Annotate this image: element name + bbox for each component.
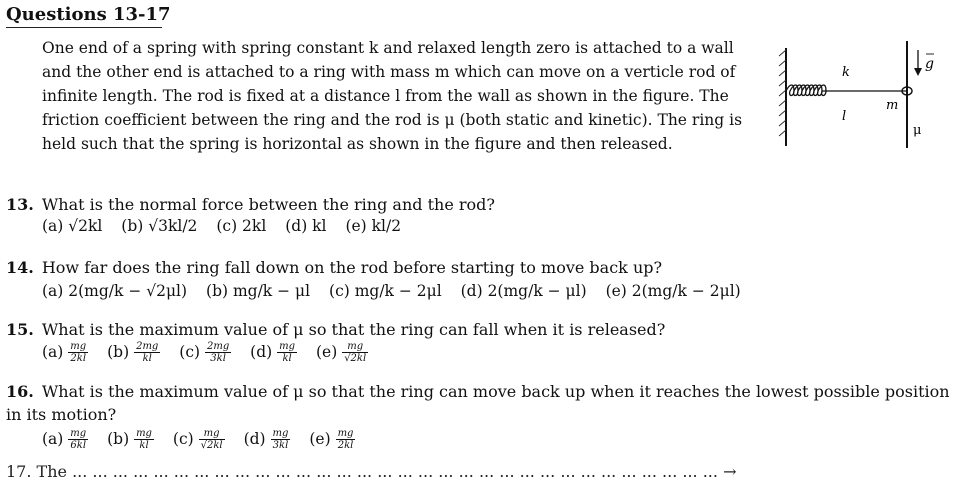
option-a[interactable] — [42, 428, 88, 451]
question-15-options — [42, 341, 382, 364]
fraction: $\frac{mg}{√2kl}$ — [200, 428, 223, 451]
option-label: (e) — [309, 429, 331, 448]
option-d[interactable]: (d) 2(mg/k − μl) — [460, 282, 587, 300]
fraction: $\frac{2mg}{kl}$ — [136, 341, 159, 364]
option-d[interactable]: (d) kl — [285, 217, 327, 235]
question-13-options — [42, 217, 415, 235]
fraction: $\frac{2mg}{3kl}$ — [206, 341, 230, 364]
question-15 — [6, 320, 665, 339]
question-16 — [6, 380, 956, 426]
option-label: (d) — [243, 429, 266, 448]
option-a[interactable]: (a) 2(mg/k − √2μl) — [42, 282, 188, 300]
option-e[interactable] — [309, 428, 355, 451]
option-c[interactable]: (c) mg/k − 2μl — [329, 282, 442, 300]
option-label: (b) — [107, 342, 130, 361]
question-text: What is the normal force between the ring and the rod? — [41, 195, 495, 214]
spring-coil — [786, 85, 906, 96]
fraction: $\frac{mg}{6kl}$ — [70, 428, 87, 451]
option-label: (c) — [179, 342, 201, 361]
fraction: $\frac{mg}{2kl}$ — [70, 341, 87, 364]
label-m: m — [886, 98, 899, 113]
page-title: Questions 13-17 — [6, 4, 162, 28]
fraction: $\frac{mg}{kl}$ — [279, 341, 296, 364]
question-number: 16. — [6, 382, 34, 401]
option-b[interactable]: (b) √3kl/2 — [121, 217, 198, 235]
option-label: (a) — [42, 429, 64, 448]
gravity-arrow-head — [914, 68, 922, 76]
question-14 — [6, 258, 662, 277]
option-b[interactable] — [107, 341, 160, 364]
question-text: What is the maximum value of μ so that the ring can move back up when it reaches the lowest possible position in its motion? — [6, 382, 950, 424]
question-number: 14. — [6, 258, 34, 277]
question-14-options — [42, 282, 755, 300]
fraction: $\frac{mg}{3kl}$ — [272, 428, 289, 451]
label-l: l — [842, 109, 847, 124]
fraction: $\frac{mg}{√2kl}$ — [344, 341, 367, 364]
option-d[interactable] — [250, 341, 297, 364]
intro-paragraph: One end of a spring with spring constant k and relaxed length zero is attached to a wall and the other end is attached to a ring with mass m which can move on a verticle rod of infinite length. The rod is fixed at a distance l from the wall as shown in the figure. The friction coefficient between the ring and the rod is μ (both static and kinetic). The ring is held such that the spring is horizontal as shown in the figure and then released. — [42, 39, 743, 153]
option-c[interactable] — [172, 428, 225, 451]
option-b[interactable]: (b) mg/k − μl — [206, 282, 311, 300]
question-text: How far does the ring fall down on the rod before starting to move back up? — [41, 258, 663, 277]
option-e[interactable] — [315, 341, 368, 364]
label-k: k — [842, 65, 850, 80]
question-number: 15. — [6, 320, 34, 339]
label-g: g — [925, 56, 934, 72]
option-d[interactable] — [243, 428, 291, 451]
question-17-cutoff: 17. The ... ... ... ... ... ... ... ... ... ... ... ... ... ... ... ... ... ... ... ... ... ... ... ... ... ... ... ... ... ... ... ... → — [6, 462, 737, 481]
problem-intro — [42, 36, 767, 156]
label-mu: μ — [913, 123, 922, 138]
question-number: 13. — [6, 195, 34, 214]
question-13 — [6, 195, 495, 214]
question-16-options — [42, 428, 369, 451]
wall-hatching — [779, 50, 786, 136]
option-b[interactable] — [107, 428, 154, 451]
fraction: $\frac{mg}{2kl}$ — [337, 428, 354, 451]
option-e[interactable]: (e) kl/2 — [345, 217, 402, 235]
option-c[interactable]: (c) 2kl — [216, 217, 267, 235]
option-label: (c) — [172, 429, 194, 448]
option-label: (a) — [42, 342, 64, 361]
spring-ring-figure — [770, 36, 955, 161]
question-text: What is the maximum value of μ so that the ring can fall when it is released? — [41, 320, 666, 339]
option-a[interactable] — [42, 341, 88, 364]
fraction: $\frac{mg}{kl}$ — [136, 428, 152, 451]
option-a[interactable]: (a) √2kl — [42, 217, 103, 235]
option-label: (d) — [250, 342, 273, 361]
option-label: (b) — [107, 429, 130, 448]
option-e[interactable]: (e) 2(mg/k − 2μl) — [605, 282, 741, 300]
option-label: (e) — [315, 342, 338, 361]
option-c[interactable] — [179, 341, 231, 364]
